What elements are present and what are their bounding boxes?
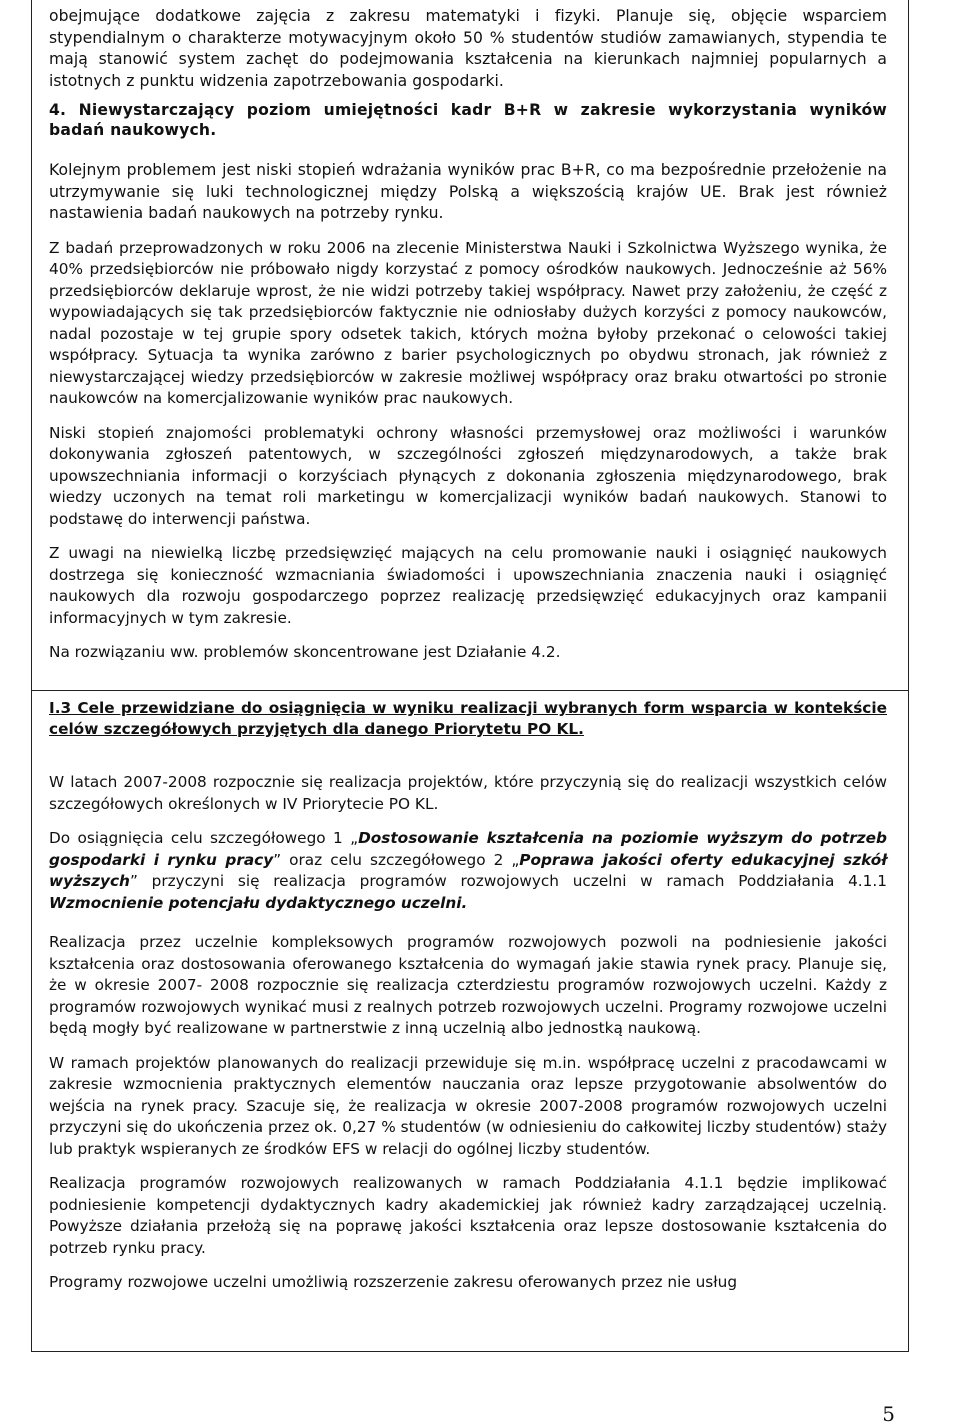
paragraph-industrial-property: Niski stopień znajomości problematyki ochrony własności przemysłowej oraz możliwości i warunków dokonywania zgłoszeń patentowych, w szczególności zgłoszeń międzynarodowych, a także brak upowszechniania informacji o korzyściach płynących z dokonania zgłoszenia międzynarodowego, brak wiedzy uczonych na temat roli marketingu w komercjalizacji wyników badań naukowych. Stanowi to podstawę do interwencji państwa. — [49, 423, 887, 528]
objectives-text-c: ” oraz celu szczegółowego 2 „ — [273, 850, 520, 869]
paragraph-services: Programy rozwojowe uczelni umożliwią rozszerzenie zakresu oferowanych przez nie usług — [49, 1273, 738, 1291]
paragraph-specific-objectives — [49, 828, 887, 914]
lower-cell — [49, 698, 887, 1294]
problem-heading-number: 4. — [49, 101, 67, 119]
paragraph-br-implementation: Kolejnym problemem jest niski stopień wdrażania wyników prac B+R, co ma bezpośrednie przełożenie na utrzymywanie się luki technologicznej między Polską a większością krajów UE. Brak jest również nastawienia badań naukowych na potrzeby rynku. — [49, 161, 887, 222]
paragraph-action-4-2: Na rozwiązaniu ww. problemów skoncentrowane jest Działanie 4.2. — [49, 643, 561, 661]
objectives-text-e: ” przyczyni się realizacja programów rozwojowych uczelni w ramach Poddziałania 4.1.1 — [129, 872, 887, 890]
objectives-text-a: Do osiągnięcia celu szczegółowego 1 „ — [49, 829, 359, 847]
paragraph-science-promotion: Z uwagi na niewielką liczbę przedsięwzięć mających na celu promowanie nauki i osiągnięć naukowych dostrzega się konieczność wzmacniania świadomości i upowszechniania znaczenia nauki i osiągnięć naukowych dla rozwoju gospodarczego poprzez realizację przedsięwzięć edukacyjnych oraz kampanii informacyjnych w tym zakresie. — [49, 544, 887, 627]
paragraph-development-programmes: Realizacja przez uczelnie kompleksowych programów rozwojowych pozwoli na podniesienie jakości kształcenia oraz dostosowania oferowanego kształcenia do wymagań jakie stawia rynek pracy. Planuje się, że w okresie 2007- 2008 rozpocznie się realizacja czterdziestu programów rozwojowych uczelni. Każdy z programów rozwojowych wynikać musi z realnych potrzeb rozwojowych uczelni. Programy rozwojowe uczelni będą mogły być realizowane w partnerstwie z inną uczelnią albo jednostką naukową. — [49, 933, 887, 1037]
subaction-title: Wzmocnienie potencjału dydaktycznego uczelni. — [49, 893, 468, 912]
upper-cell — [49, 6, 887, 664]
paragraph-survey-2006: Z badań przeprowadzonych w roku 2006 na zlecenie Ministerstwa Nauki i Szkolnictwa Wyższego wynika, że 40% przedsiębiorców nie próbowało nigdy korzystać z pomocy ośrodków naukowych. Jednocześnie aż 56% przedsiębiorców deklaruje wprost, że nie widzi potrzeby takiej współpracy. Nawet przy założeniu, że część z wypowiadających się tak przedsiębiorców faktycznie nie odniosłaby dużych korzyści z pomocy naukowców, nadal pozostaje w tej grupie spory odsetek takich, których można byłoby przekonać o celowości takiej współpracy. Sytuacja ta wynika zarówno z barier psychologicznych po obydwu stronach, jak również z niewystarczającej wiedzy przedsiębiorców w zakresie możliwej współpracy oraz braku otwartości po stronie naukowców na komercjalizowanie wyników prac naukowych. — [49, 238, 887, 407]
paragraph-competences: Realizacja programów rozwojowych realizowanych w ramach Poddziałania 4.1.1 będzie implikować podniesienie kompetencji dydaktycznych kadry akademickiej jak również kadry zarządzającej uczelnią. Powyższe działania przełożą się na poprawę jakości kształcenia oraz lepsze dostosowanie kształcenia do potrzeb rynku pracy. — [49, 1174, 887, 1257]
page-number: 5 — [882, 1402, 895, 1426]
problem-heading-text: Niewystarczający poziom umiejętności kadr B+R w zakresie wykorzystania wyników badań naukowych. — [49, 101, 887, 139]
section-title: I.3 Cele przewidziane do osiągnięcia w wyniku realizacji wybranych form wsparcia w kontekście celów szczegółowych przyjętych dla danego Priorytetu PO KL. — [49, 699, 887, 738]
objective-2-title: Poprawa jakości oferty edukacyjnej szkół wyższych — [49, 850, 887, 890]
objective-1-title: Dostosowanie kształcenia na poziomie wyższym do potrzeb gospodarki i rynku pracy — [49, 829, 887, 869]
paragraph-planned-projects: W ramach projektów planowanych do realizacji przewiduje się m.in. współpracę uczelni z pracodawcami w zakresie wzmocnienia praktycznych elementów nauczania oraz lepsze przygotowanie absolwentów do wejścia na rynek pracy. Szacuje się, że realizacja w okresie 2007-2008 programów rozwojowych uczelni przyczyni się do ukończenia przez ok. 0,27 % studentów (w odniesieniu do całkowitej liczby studentów) staży lub praktyk wspieranych ze środków EFS w relacji do ogólnej liczby studentów. — [49, 1053, 887, 1158]
paragraph-scholarships: obejmujące dodatkowe zajęcia z zakresu matematyki i fizyki. Planuje się, objęcie wsparciem stypendialnym o charakterze motywacyjnym około 50 % studentów studiów zamawianych, stypendia te mają stanowić system zachęt do podejmowania kształcenia na kierunkach najmniej popularnych a istotnych z punktu widzenia zapotrzebowania gospodarki. — [49, 7, 887, 90]
table-row-divider — [31, 690, 909, 691]
paragraph-2007-2008: W latach 2007-2008 rozpocznie się realizacja projektów, które przyczynią się do realizacji wszystkich celów szczegółowych określonych w IV Priorytecie PO KL. — [49, 773, 887, 813]
problem-heading — [49, 100, 887, 140]
